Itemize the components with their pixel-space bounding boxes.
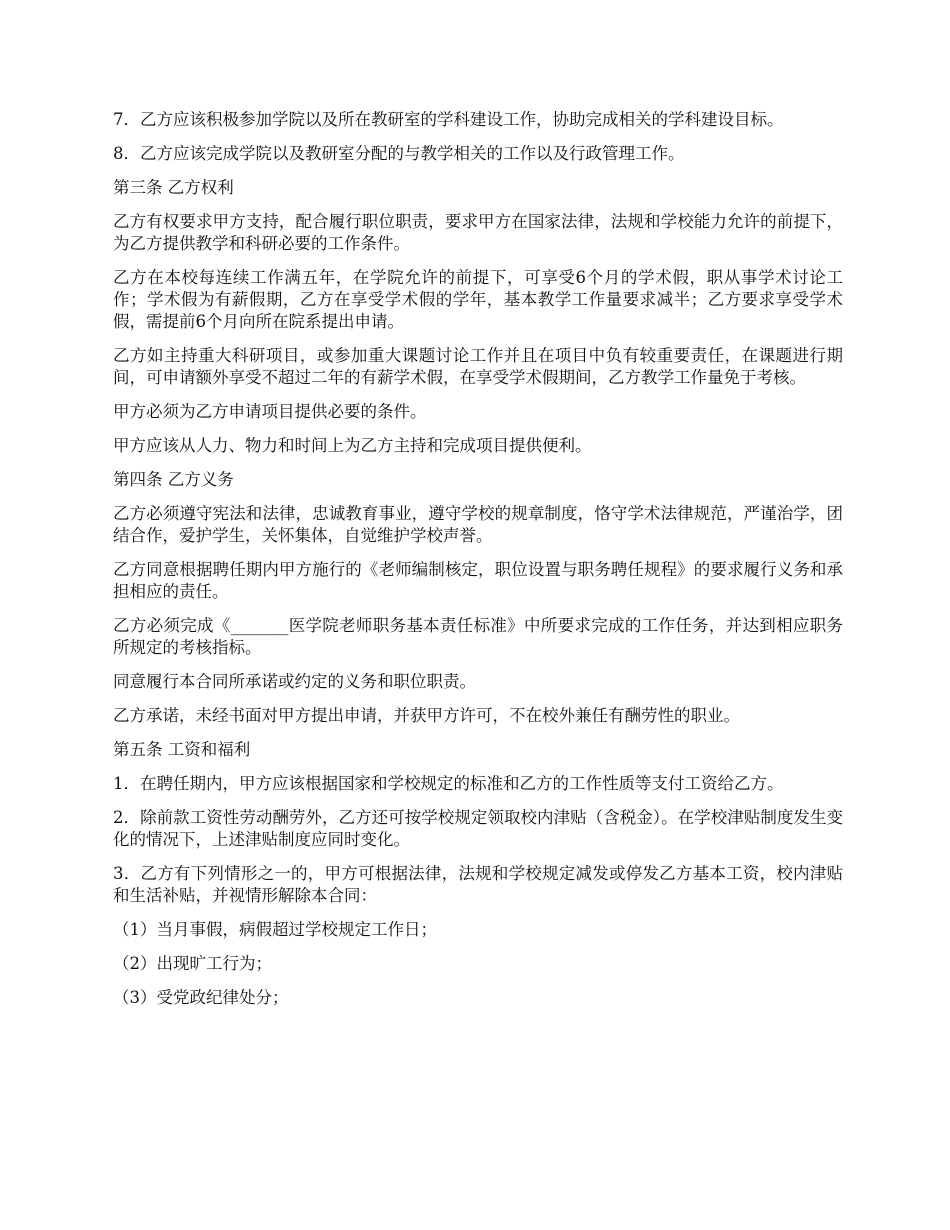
paragraph-duty-regulations: 乙方同意根据聘任期内甲方施行的《老师编制核定，职位设置与职务聘任规程》的要求履行义务和承担相应的责任。 bbox=[113, 560, 843, 601]
paragraph-clause-8: 8．乙方应该完成学院以及教研室分配的与教学相关的工作以及行政管理工作。 bbox=[113, 144, 685, 163]
paragraph-rights-support: 乙方有权要求甲方支持，配合履行职位职责，要求甲方在国家法律，法规和学校能力允许的前提下，为乙方提供教学和科研必要的工作条件。 bbox=[113, 212, 843, 253]
section-heading-article-3: 第三条 乙方权利 bbox=[113, 178, 234, 197]
paragraph-duty-law: 乙方必须遵守宪法和法律，忠诚教育事业，遵守学校的规章制度，恪守学术法律规范，严谨治学，团结合作，爱护学生，关怀集体，自觉维护学校声誉。 bbox=[113, 504, 843, 545]
paragraph-duty-obligations: 同意履行本合同所承诺或约定的义务和职位职责。 bbox=[113, 672, 476, 691]
paragraph-clause-7: 7．乙方应该积极参加学院以及所在教研室的学科建设工作，协助完成相关的学科建设目标。 bbox=[113, 110, 784, 129]
paragraph-duty-outside-work: 乙方承诺，未经书面对甲方提出申请，并获甲方许可，不在校外兼任有酬劳性的职业。 bbox=[113, 706, 740, 725]
paragraph-rights-sabbatical: 乙方在本校每连续工作满五年，在学院允许的前提下，可享受6个月的学术假，职从事学术讨论工作；学术假为有薪假期，乙方在享受学术假的学年，基本教学工作量要求减半；乙方要求享受学术假，需提前6个月向所在院系提出申请。 bbox=[113, 268, 843, 331]
paragraph-salary-3: 3．乙方有下列情形之一的，甲方可根据法律，法规和学校规定减发或停发乙方基本工资，校内津贴和生活补贴，并视情形解除本合同： bbox=[113, 864, 843, 905]
paragraph-salary-1: 1．在聘任期内，甲方应该根据国家和学校规定的标准和乙方的工作性质等支付工资给乙方。 bbox=[113, 774, 784, 793]
list-item-salary-case-1: （1）当月事假，病假超过学校规定工作日； bbox=[113, 920, 437, 939]
section-heading-article-5: 第五条 工资和福利 bbox=[113, 740, 251, 759]
list-item-salary-case-2: （2）出现旷工行为； bbox=[113, 954, 272, 973]
paragraph-rights-research-leave: 乙方如主持重大科研项目，或参加重大课题讨论工作并且在项目中负有较重要责任，在课题进行期间，可申请额外享受不超过二年的有薪学术假，在享受学术假期间，乙方教学工作量免于考核。 bbox=[113, 346, 843, 387]
paragraph-rights-conditions: 甲方必须为乙方申请项目提供必要的条件。 bbox=[113, 402, 427, 421]
list-item-salary-case-3: （3）受党政纪律处分； bbox=[113, 988, 289, 1007]
paragraph-duty-standards: 乙方必须完成《_______医学院老师职务基本责任标准》中所要求完成的工作任务，并达到相应职务所规定的考核指标。 bbox=[113, 616, 843, 657]
paragraph-rights-convenience: 甲方应该从人力、物力和时间上为乙方主持和完成项目提供便利。 bbox=[113, 436, 592, 455]
paragraph-salary-2: 2．除前款工资性劳动酬劳外，乙方还可按学校规定领取校内津贴（含税金）。在学校津贴制度发生变化的情况下，上述津贴制度应同时变化。 bbox=[113, 808, 843, 849]
document-body bbox=[113, 109, 843, 1021]
section-heading-article-4: 第四条 乙方义务 bbox=[113, 470, 234, 489]
